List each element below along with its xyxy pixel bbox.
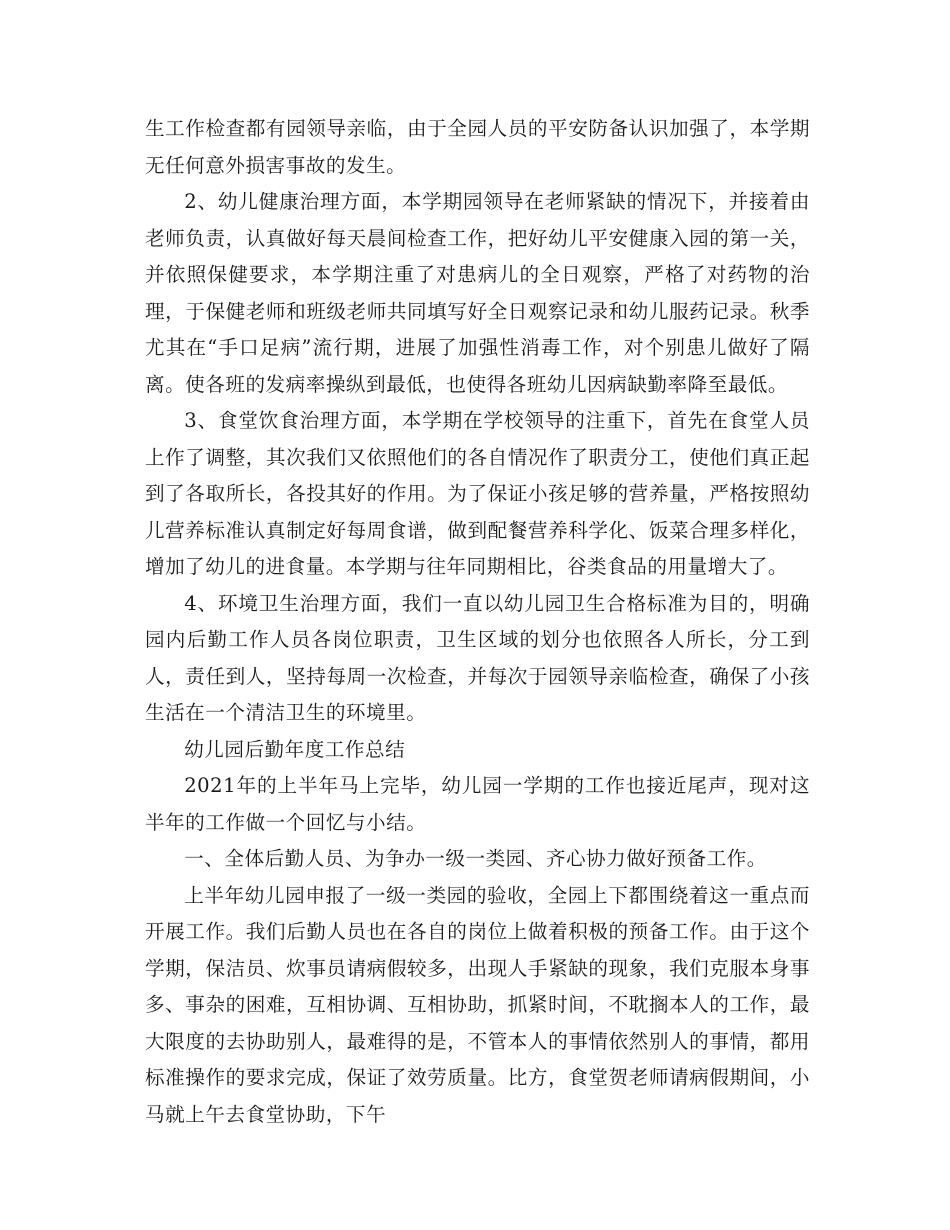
paragraph-environment-hygiene: 4、环境卫生治理方面，我们一直以幼儿园卫生合格标准为目的，明确园内后勤工作人员各岗位职责，卫生区域的划分也依照各人所长，分工到人，责任到人，坚持每周一次检查，并每次于园领导亲临检查，确保了小孩生活在一个清洁卫生的环境里。: [145, 591, 810, 724]
paragraph-continuation: 生工作检查都有园领导亲临，由于全园人员的平安防备认识加强了，本学期无任何意外损害事故的发生。: [145, 117, 810, 177]
paragraph-point-one: 一、全体后勤人员、为争办一级一类园、齐心协力做好预备工作。: [184, 847, 767, 870]
paragraph-canteen-management: 3、食堂饮食治理方面，本学期在学校领导的注重下，首先在食堂人员上作了调整，其次我们又依照他们的各自情况作了职责分工，使他们真正起到了各取所长，各投其好的作用。为了保证小孩足够的营养量，严格按照幼儿营养标准认真制定好每周食谱，做到配餐营养科学化、饭菜合理多样化，增加了幼儿的进食量。本学期与往年同期相比，谷类食品的用量增大了。: [145, 409, 810, 578]
section-heading: 幼儿园后勤年度工作总结: [184, 737, 406, 761]
paragraph-health-management: 2、幼儿健康治理方面，本学期园领导在老师紧缺的情况下，并接着由老师负责，认真做好每天晨间检查工作，把好幼儿平安健康入园的第一关，并依照保健要求，本学期注重了对患病儿的全日观察，严格了对药物的治理，于保健老师和班级老师共同填写好全日观察记录和幼儿服药记录。秋季尤其在“手口足病”流行期，进展了加强性消毒工作，对个别患儿做好了隔离。使各班的发病率操纵到最低，也使得各班幼儿因病缺勤率降至最低。: [145, 190, 810, 396]
document-body: [145, 111, 810, 1133]
paragraph-intro: 2021年的上半年马上完毕，幼儿园一学期的工作也接近尾声，现对这半年的工作做一个回忆与小结。: [145, 774, 810, 834]
paragraph-first-half-work: 上半年幼儿园申报了一级一类园的验收，全园上下都围绕着这一重点而开展工作。我们后勤人员也在各自的岗位上做着积极的预备工作。由于这个学期，保洁员、炊事员请病假较多，出现人手紧缺的现象，我们克服本身事多、事杂的困难，互相协调、互相协助，抓紧时间，不耽搁本人的工作，最大限度的去协助别人，最难得的是，不管本人的事情依然别人的事情，都用标准操作的要求完成，保证了效劳质量。比方，食堂贺老师请病假期间，小马就上午去食堂协助，下午: [145, 883, 810, 1126]
